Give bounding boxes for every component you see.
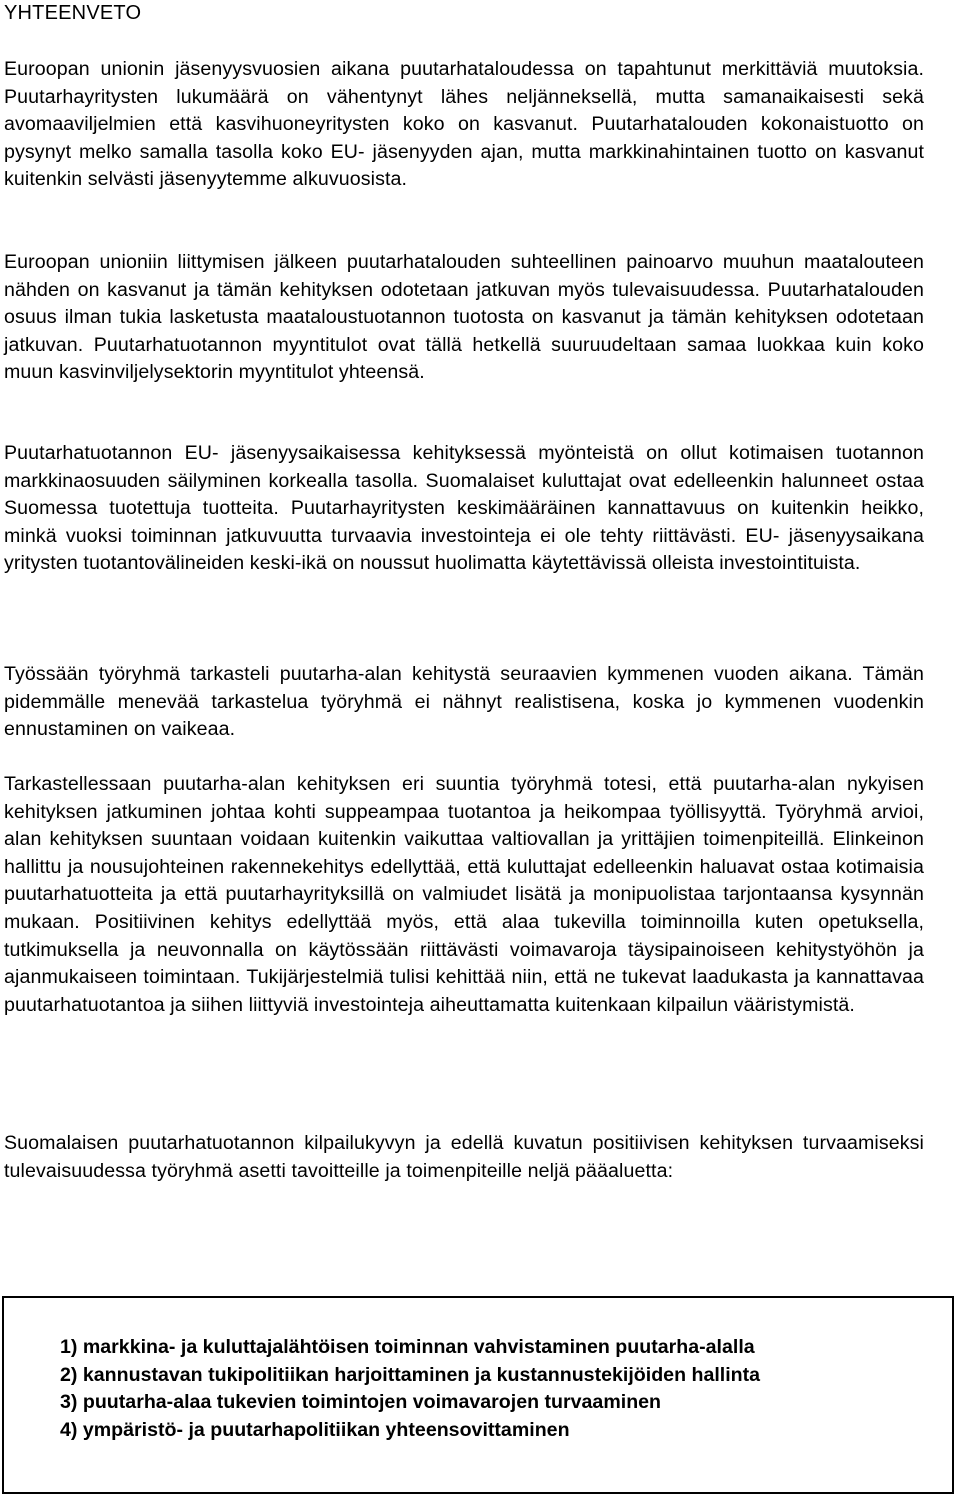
main-area-item: 3) puutarha-alaa tukevien toimintojen voimavarojen turvaaminen xyxy=(60,1391,662,1414)
main-area-item: 4) ympäristö- ja puutarhapolitiikan yhteensovittaminen xyxy=(60,1418,570,1441)
paragraph-main-areas-intro: Suomalaisen puutarhatuotannon kilpailukyvyn ja edellä kuvatun positiivisen kehityksen turvaamiseksi tulevaisuudessa työryhmä asetti tavoitteille ja toimenpiteille neljä pääaluetta: xyxy=(4,1132,924,1182)
main-area-item: 2) kannustavan tukipolitiikan harjoittaminen ja kustannustekijöiden hallinta xyxy=(60,1363,761,1386)
main-area-item: 1) markkina- ja kuluttajalähtöisen toiminnan vahvistaminen puutarha-alalla xyxy=(60,1336,755,1358)
paragraph-eu-membership-changes: Euroopan unionin jäsenyysvuosien aikana puutarhataloudessa on tapahtunut merkittäviä muutoksia. Puutarhayritysten lukumäärä on vähentynyt lähes neljänneksellä, mutta samanaikaisesti sekä avomaaviljelmien että kasvihuoneyritysten koko on kasvanut. Puutarhatalouden kokonaistuotto on pysynyt melko samalla tasolla koko EU- jäsenyyden ajan, mutta markkinahintainen tuotto on kasvanut kuitenkin selvästi jäsenyytemme alkuvuosista. xyxy=(4,58,924,191)
paragraph-relative-weight: Euroopan unioniin liittymisen jälkeen puutarhatalouden suhteellinen painoarvo muuhun maatalouteen nähden on kasvanut ja tämän kehityksen odotetaan jatkuvan myös tulevaisuudessa. Puutarhatalouden osuus ilman tukia lasketusta maataloustuotannon tuotosta on kasvanut ja tämän kehityksen odotetaan jatkuvan. Puutarhatuotannon myyntitulot ovat tällä hetkellä suuruudeltaan samaa luokkaa kuin koko muun kasvinviljelysektorin myyntitulot yhteensä. xyxy=(4,251,924,384)
paragraph-development-directions: Tarkastellessaan puutarha-alan kehityksen eri suuntia työryhmä totesi, että puutarha-alan nykyisen kehityksen jatkuminen johtaa kohti suppeampaa tuotantoa ja heikompaa työllisyyttä. Työryhmä arvioi, alan kehityksen suuntaan voidaan kuitenkin vaikuttaa valtiovallan ja yrittäjien toimenpiteillä. Elinkeinon hallittu ja nousujohteinen rakennekehitys edellyttää, että kuluttajat edelleenkin haluavat ostaa kotimaisia puutarhatuotteita ja että puutarhayrityksillä on valmiudet lisätä ja monipuolistaa tarjontaansa kysynnän mukaan. Positiivinen kehitys edellyttää myös, että alaa tukevilla toiminnoilla kuten opetuksella, tutkimuksella ja neuvonnalla on käytössään riittävästi voimavaroja täysipainoiseen kehitystyöhön ja ajanmukaiseen toimintaan. Tukijärjestelmiä tulisi kehittää niin, että ne tukevat laadukasta ja kannattavaa puutarhatuotantoa ja siihen liittyviä investointeja aiheuttamatta kuitenkaan kilpailun vääristymistä. xyxy=(4,773,924,1016)
paragraph-market-share: Puutarhatuotannon EU- jäsenyysaikaisessa kehityksessä myönteistä on ollut kotimaisen tuotannon markkinaosuuden säilyminen korkealla tasolla. Suomalaiset kuluttajat ovat edelleenkin halunneet ostaa Suomessa tuotettuja tuotteita. Puutarhayritysten keskimääräinen kannattavuus on kuitenkin heikko, minkä vuoksi toiminnan jatkuvuutta turvaavia investointeja ei ole tehty riittävästi. EU- jäsenyysaikana yritysten tuotantovälineiden keski-ikä on noussut huolimatta käytettävissä olleista investointituista. xyxy=(4,442,924,575)
main-areas-list xyxy=(60,1334,760,1444)
paragraph-review-period: Työssään työryhmä tarkasteli puutarha-alan kehitystä seuraavien kymmenen vuoden aikana. Tämän pidemmälle menevää tarkastelua työryhmä ei nähnyt realistisena, koska jo kymmenen vuodenkin ennustaminen on vaikeaa. xyxy=(4,663,924,741)
document-heading: YHTEENVETO xyxy=(4,2,142,24)
main-areas-box xyxy=(2,1296,954,1494)
